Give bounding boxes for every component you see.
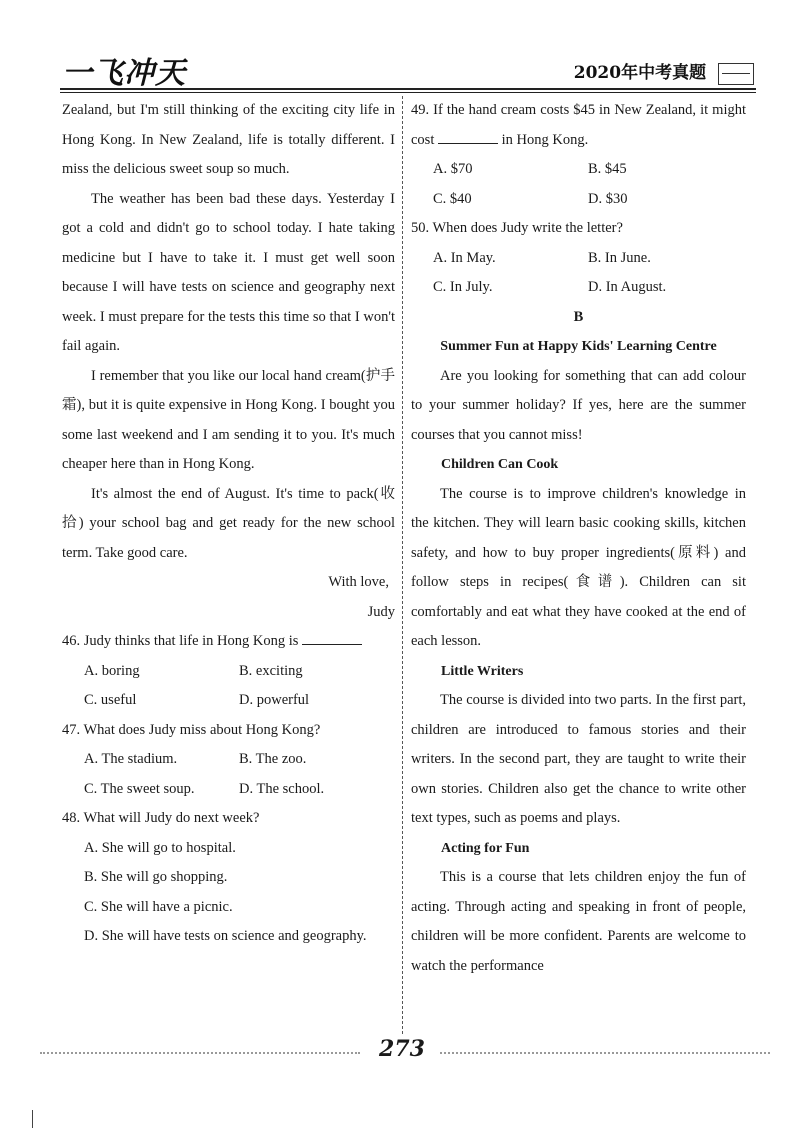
options-row <box>62 775 395 805</box>
left-column <box>62 96 395 952</box>
course-heading-cook: Children Can Cook <box>441 457 559 472</box>
option-c: C. In July. <box>433 279 493 295</box>
course-text-cook: The course is to improve children's knowledge in the kitchen. They will learn basic cooking skills, kitchen safety, and how to buy proper ingredients(原料) and follow steps in recipes(食谱). Children can sit comfortably and eat what they have cooked at the end of each lesson. <box>411 485 746 649</box>
options-row <box>411 155 746 185</box>
letter-paragraph: It's almost the end of August. It's time to pack(收拾) your school bag and get ready for the new school term. Take good care. <box>62 485 395 561</box>
column-divider <box>402 96 403 1034</box>
footer-rule-left <box>40 1052 360 1054</box>
passage-title: Summer Fun at Happy Kids' Learning Centre <box>440 339 717 354</box>
brand-logo: 一飞冲天 <box>62 56 186 91</box>
question-47 <box>62 716 395 805</box>
option-a: A. boring <box>84 662 140 679</box>
option-c: C. The sweet soup. <box>84 780 195 797</box>
options-row <box>411 273 746 303</box>
option-d: D. In August. <box>588 279 667 295</box>
option-a: A. The stadium. <box>84 751 178 767</box>
course-text-writers: The course is divided into two parts. In the first part, children are introduced to famous stories and their writers. In the second part, they are taught to write their own stories. Children also get the chance to write other text types, such as poems and plays. <box>411 692 746 826</box>
options-row <box>62 686 395 716</box>
right-column <box>411 96 746 981</box>
option-b: B. $45 <box>588 161 627 177</box>
course-heading-acting: Acting for Fun <box>441 840 530 856</box>
question-stem: 47. What does Judy miss about Hong Kong? <box>62 721 321 738</box>
option-b: B. exciting <box>239 662 303 679</box>
option-a: A. In May. <box>433 249 496 266</box>
question-stem: 49. If the hand cream costs $45 in New Zealand, it might cost <box>411 102 746 148</box>
question-49 <box>411 96 746 214</box>
question-46 <box>62 627 395 716</box>
option-d: D. powerful <box>239 692 310 708</box>
option-b: B. In June. <box>588 249 651 266</box>
option-c: C. $40 <box>433 190 472 207</box>
header-title-text: 2020年中考真题 <box>573 63 707 83</box>
header-title <box>574 58 754 85</box>
header-rule <box>60 88 756 90</box>
header-rule-thin <box>60 92 756 93</box>
options-row <box>62 657 395 687</box>
course-heading-writers: Little Writers <box>441 663 524 679</box>
question-stem-end: in Hong Kong. <box>501 131 589 148</box>
option-d: D. The school. <box>239 780 325 797</box>
option-c: C. useful <box>84 692 137 708</box>
page-footer <box>0 1036 800 1066</box>
letter-closing: With love, <box>328 574 389 590</box>
options-row <box>411 244 746 274</box>
answer-blank <box>302 630 362 645</box>
letter-paragraph: Zealand, but I'm still thinking of the exciting city life in Hong Kong. In New Zealand, life is totally different. I miss the delicious sweet soup so much. <box>62 102 395 177</box>
header-stamp-icon <box>718 63 754 85</box>
letter-paragraph: I remember that you like our local hand cream(护手霜), but it is quite expensive in Hong Kong. I bought you some last weekend and I am sending it to you. It's much cheaper here than in Hong Kong. <box>62 367 395 472</box>
footer-rule-right <box>440 1052 770 1054</box>
options-row <box>411 185 746 215</box>
passage-intro: Are you looking for something that can add colour to your summer holiday? If yes, here are the summer courses that you cannot miss! <box>411 367 746 443</box>
question-48 <box>62 804 395 952</box>
option-a: A. $70 <box>433 161 473 177</box>
option-d: D. She will have tests on science and geography. <box>84 928 367 944</box>
letter-paragraph: The weather has been bad these days. Yesterday I got a cold and didn't go to school today. I hate taking medicine but I have to take it. I must get well soon because I will have tests on science and geography next week. I must prepare for the tests this time so that I won't fail again. <box>62 190 395 354</box>
question-stem: 46. Judy thinks that life in Hong Kong is <box>62 633 299 649</box>
answer-blank <box>438 129 498 144</box>
section-label: B <box>573 308 584 325</box>
option-a: A. She will go to hospital. <box>84 839 236 856</box>
options-row <box>62 745 395 775</box>
page-number: 273 <box>379 1036 425 1062</box>
binding-mark <box>32 1110 33 1128</box>
option-d: D. $30 <box>588 190 628 207</box>
option-b: B. She will go shopping. <box>84 869 228 885</box>
option-c: C. She will have a picnic. <box>84 898 233 915</box>
question-stem: 50. When does Judy write the letter? <box>411 220 623 236</box>
course-text-acting: This is a course that lets children enjoy the fun of acting. Through acting and speaking in front of people, children will be more confident. Parents are welcome to watch the performance <box>411 869 746 974</box>
letter-signature: Judy <box>367 603 395 620</box>
question-stem: 48. What will Judy do next week? <box>62 810 260 826</box>
question-50 <box>411 214 746 303</box>
option-b: B. The zoo. <box>239 751 307 767</box>
